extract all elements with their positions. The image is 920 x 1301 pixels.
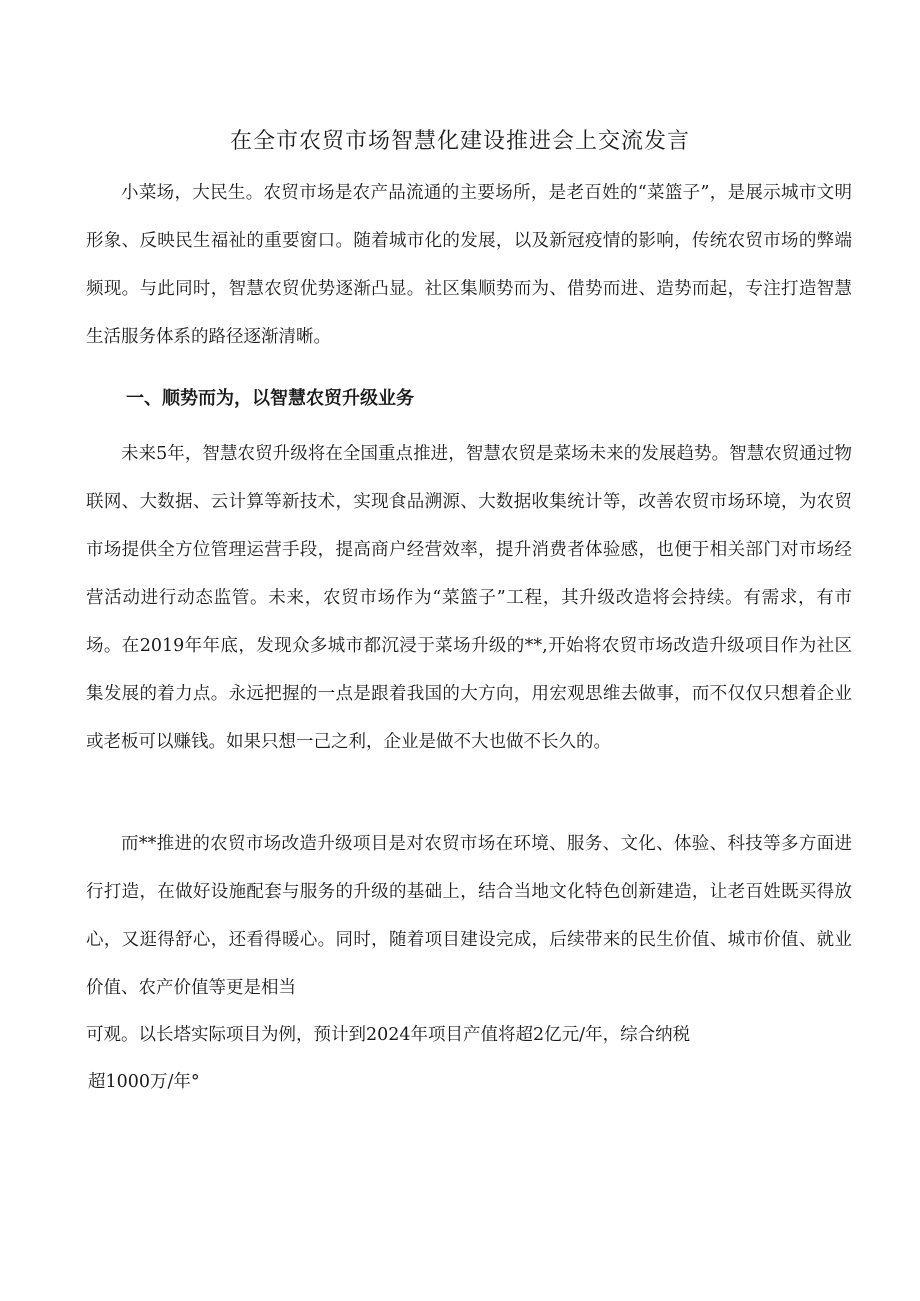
section-heading: 一、顺势而为，以智慧农贸升级业务 [126, 388, 414, 409]
paragraph-future: 未来5年，智慧农贸升级将在全国重点推进，智慧农贸是菜场未来的发展趋势。智慧农贸通过物联网、大数据、云计算等新技术，实现食品溯源、大数据收集统计等，改善农贸市场环境，为农贸市场提供全方位管理运营手段，提高商户经营效率，提升消费者体验感，也便于相关部门对市场经营活动进行动态监管。未来，农贸市场作为“菜篮子”工程，其升级改造将会持续。有需求，有市场。在2019年年底，发现众多城市都沉浸于菜场升级的**,开始将农贸市场改造升级项目作为社区集发展的着力点。永远把握的一点是跟着我国的大方向，用宏观思维去做事，而不仅仅只想着企业或老板可以赚钱。如果只想一己之利，企业是做不大也做不长久的。 [86, 444, 852, 752]
trailing-line-2: 超1000万/年° [88, 1072, 200, 1092]
paragraph-project: 而**推进的农贸市场改造升级项目是对农贸市场在环境、服务、文化、体验、科技等多方面进行打造，在做好设施配套与服务的升级的基础上，结合当地文化特色创新建造，让老百姓既买得放心，又逛得舒心，还看得暖心。同时，随着项目建设完成，后续带来的民生价值、城市价值、就业价值、农产价值等更是相当 [86, 834, 852, 998]
paragraph-intro: 小菜场，大民生。农贸市场是农产品流通的主要场所，是老百姓的“菜篮子”，是展示城市文明形象、反映民生福祉的重要窗口。随着城市化的发展，以及新冠疫情的影响，传统农贸市场的弊端频现。与此同时，智慧农贸优势逐渐凸显。社区集顺势而为、借势而进、造势而起，专注打造智慧生活服务体系的路径逐渐清晰。 [86, 183, 852, 347]
document-title: 在全市农贸市场智慧化建设推进会上交流发言 [229, 129, 690, 154]
trailing-line-1: 可观。以长塔实际项目为例，预计到2024年项目产值将超2亿元/年，综合纳税 [86, 1025, 691, 1045]
